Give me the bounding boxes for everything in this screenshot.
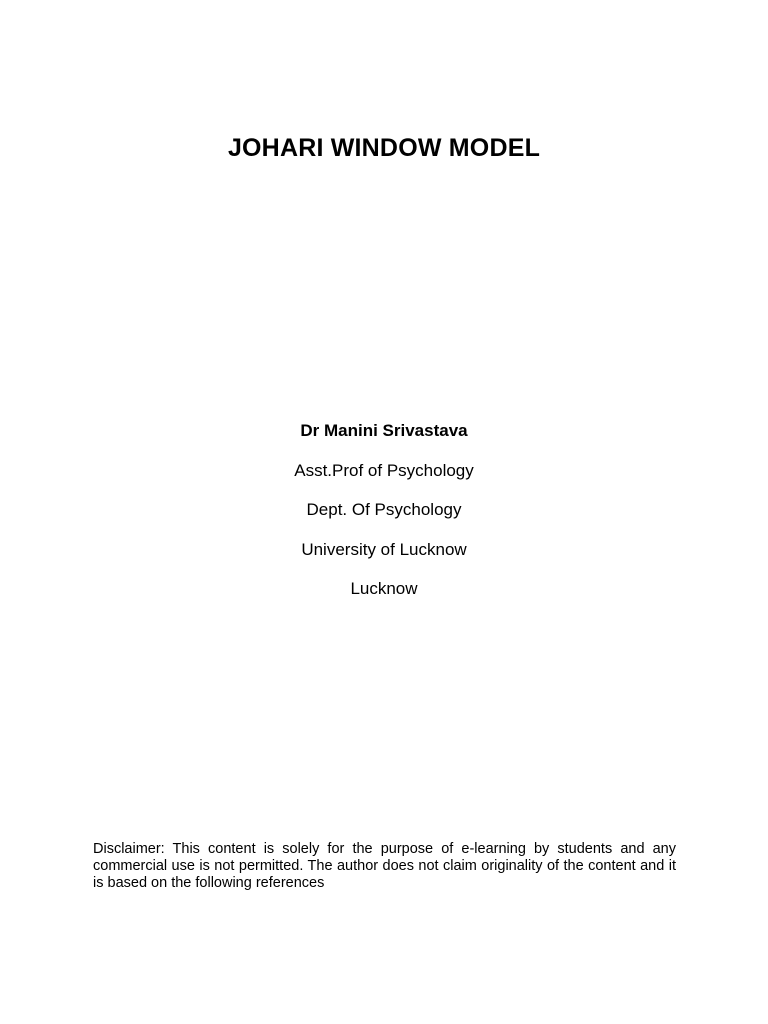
- author-department: Dept. Of Psychology: [306, 500, 462, 519]
- author-designation: Asst.Prof of Psychology: [294, 460, 474, 480]
- author-name: Dr Manini Srivastava: [300, 421, 468, 440]
- author-block: [0, 416, 768, 614]
- document-title: JOHARI WINDOW MODEL: [227, 134, 541, 162]
- disclaimer-text: Disclaimer: This content is solely for the purpose of e-learning by students and any commercial use is not permitted. The author does not claim originality of the content and it is based on the following references: [93, 841, 676, 891]
- author-university: University of Lucknow: [301, 539, 467, 559]
- author-city: Lucknow: [350, 579, 418, 598]
